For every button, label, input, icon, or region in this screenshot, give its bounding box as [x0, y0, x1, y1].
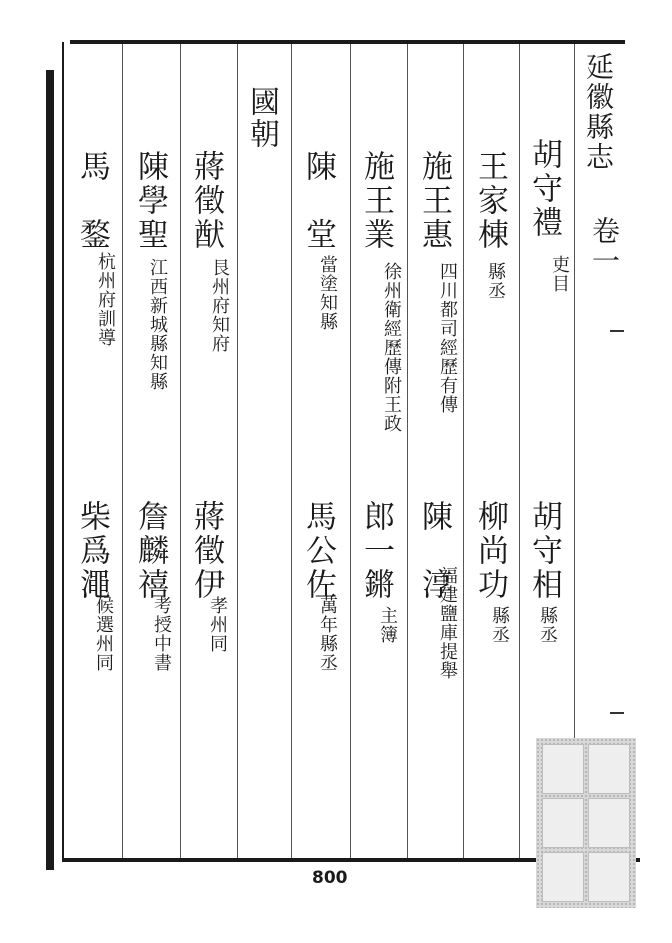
- left-border-thin: [62, 42, 64, 860]
- seal-cell: [588, 798, 630, 848]
- seal-cell: [588, 852, 630, 902]
- seal-cell: [542, 798, 584, 848]
- entry-name: 柴爲澠: [74, 500, 110, 602]
- entry-note: 艮州府知府: [209, 258, 230, 353]
- entry-note: 縣丞: [489, 606, 510, 644]
- entry-name: 陳 堂: [300, 150, 336, 252]
- entry-note: 縣丞: [485, 262, 506, 300]
- column-divider: [519, 44, 520, 858]
- margin-tick: [610, 712, 624, 714]
- column-divider: [180, 44, 181, 858]
- entry-name: 施王惠: [416, 150, 452, 252]
- entry-note: 考授中書: [151, 596, 172, 672]
- column-divider: [122, 44, 123, 858]
- volume-label: 卷一: [588, 216, 621, 276]
- entry-name: 馬 鍪: [74, 150, 110, 252]
- library-seal-stamp: [536, 738, 636, 908]
- book-title: 延徽縣志: [582, 52, 615, 172]
- column-divider: [237, 44, 238, 858]
- seal-cell: [542, 744, 584, 794]
- entry-name: 郎一鏘: [358, 500, 394, 602]
- entry-name: 胡守禮: [526, 138, 562, 240]
- entry-note: 吏目: [549, 255, 570, 293]
- entry-name: 施王業: [358, 150, 394, 252]
- entry-note: 江西新城縣知縣: [147, 258, 168, 391]
- entry-note: 候選州同: [93, 596, 114, 672]
- entry-name: 蔣徵猷: [188, 150, 224, 252]
- entry-note: 杭州府訓導: [95, 252, 116, 347]
- entry-note: 徐州衛經歷傳附王政: [381, 262, 402, 433]
- left-border-thick: [46, 70, 54, 870]
- entry-note: 萬年縣丞: [317, 596, 338, 672]
- section-heading: 國朝: [244, 86, 279, 150]
- seal-cell: [588, 744, 630, 794]
- page-number: 800: [312, 868, 348, 888]
- top-border: [70, 40, 625, 44]
- column-divider: [350, 44, 351, 858]
- entry-note: 主簿: [377, 606, 398, 644]
- entry-name: 柳尚功: [472, 500, 508, 602]
- margin-tick: [610, 330, 624, 332]
- column-divider: [463, 44, 464, 858]
- column-divider: [291, 44, 292, 858]
- entry-note: 福建鹽庫提舉: [437, 566, 458, 680]
- entry-name: 胡守相: [526, 500, 562, 602]
- column-divider: [407, 44, 408, 858]
- entry-name: 王家棟: [472, 150, 508, 252]
- entry-note: 四川都司經歷有傳: [437, 262, 458, 414]
- column-divider: [574, 44, 575, 858]
- entry-note: 孝州同: [207, 596, 228, 653]
- entry-name: 馬公佐: [300, 500, 336, 602]
- entry-name: 陳學聖: [132, 150, 168, 252]
- entry-note: 縣丞: [537, 606, 558, 644]
- entry-name: 詹麟禧: [132, 500, 168, 602]
- seal-cell: [542, 852, 584, 902]
- entry-name: 陳 淳: [416, 500, 452, 602]
- entry-note: 當塗知縣: [317, 255, 338, 331]
- entry-name: 蔣徵伊: [188, 500, 224, 602]
